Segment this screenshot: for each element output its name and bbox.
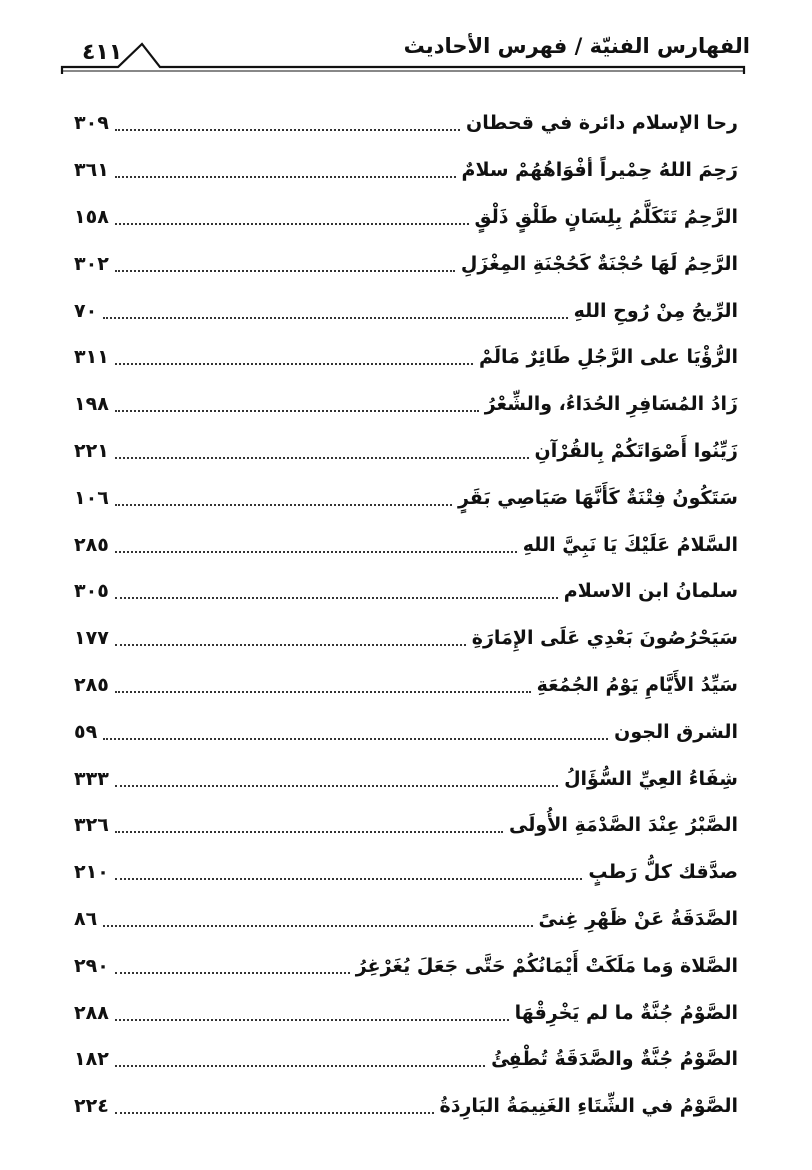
entry-text: رحا الإسلام دائرة في قحطان bbox=[465, 112, 738, 135]
entry-text: زَيِّنُوا أَصْوَاتَكُمْ بِالقُرْآنِ bbox=[534, 439, 738, 462]
entry-page: ٧٠ bbox=[74, 299, 98, 322]
entry-page: ٥٩ bbox=[74, 720, 98, 743]
index-entry bbox=[74, 1083, 738, 1130]
running-header bbox=[0, 0, 812, 80]
entry-page: ١٨٢ bbox=[74, 1048, 109, 1071]
entry-text: الرُّؤْيَا على الرَّجُلِ طَائِرٌ مَالَمْ bbox=[479, 346, 738, 369]
index-entry bbox=[74, 240, 738, 287]
index-entry bbox=[74, 849, 738, 896]
leader-dots bbox=[115, 1065, 485, 1067]
index-entry bbox=[74, 708, 738, 755]
entry-page: ٢٨٥ bbox=[74, 673, 109, 696]
leader-dots bbox=[115, 270, 455, 272]
index-entry bbox=[74, 1036, 738, 1083]
entry-page: ٢٩٠ bbox=[74, 954, 109, 977]
entry-page: ٣٠٩ bbox=[74, 112, 109, 135]
index-entry bbox=[74, 521, 738, 568]
entry-text: الصَّلاة وَما مَلَكَتْ أَيْمَانُكُمْ حَتَّى جَعَلَ يُغَرْغِرُ bbox=[355, 954, 738, 977]
entry-page: ٣٢٦ bbox=[74, 814, 109, 837]
entry-page: ١٥٨ bbox=[74, 205, 109, 228]
entry-page: ٢٢٤ bbox=[74, 1095, 109, 1118]
index-entry bbox=[74, 474, 738, 521]
entry-page: ٢٨٨ bbox=[74, 1001, 109, 1024]
leader-dots bbox=[103, 925, 532, 927]
entry-text: سَيَحْرُصُونَ بَعْدِي عَلَى الإِمَارَةِ bbox=[471, 627, 738, 650]
leader-dots bbox=[115, 176, 456, 178]
entry-text: رَحِمَ اللهُ حِمْيراً أفْوَاهُهُمْ سلامٌ bbox=[461, 159, 738, 182]
entry-text: زَادُ المُسَافِرِ الحُدَاءُ، والشِّعْرُ bbox=[484, 393, 738, 416]
index-entry bbox=[74, 662, 738, 709]
entry-text: الرَّحِمُ لَهَا حُجْنَةٌ كَحُجْنَةِ المِغْزَلِ bbox=[460, 252, 738, 275]
entry-page: ١٧٧ bbox=[74, 627, 109, 650]
entry-page: ٢١٠ bbox=[74, 861, 109, 884]
page-number: ٤١١ bbox=[82, 40, 123, 65]
entry-text: الرِّيحُ مِنْ رُوحِ اللهِ bbox=[573, 299, 738, 322]
index-entry bbox=[74, 381, 738, 428]
index-entry bbox=[74, 755, 738, 802]
index-entry bbox=[74, 334, 738, 381]
entry-page: ٣١١ bbox=[74, 346, 109, 369]
entry-text: الصَّوْمُ جُنَّةٌ والصَّدَقَةُ تُطْفِئُ bbox=[491, 1048, 738, 1071]
index-entry bbox=[74, 942, 738, 989]
entry-page: ٢٢١ bbox=[74, 439, 109, 462]
leader-dots bbox=[115, 831, 503, 833]
entry-text: صدَّقك كلُّ رَطبٍ bbox=[588, 861, 738, 884]
hadith-index-list bbox=[74, 100, 738, 1130]
index-entry bbox=[74, 147, 738, 194]
entry-text: الرَّحِمُ تَتَكَلَّمُ بِلِسَانٍ طَلْقٍ ذَلْقٍ bbox=[474, 205, 738, 228]
index-entry bbox=[74, 287, 738, 334]
entry-page: ٣٠٢ bbox=[74, 252, 109, 275]
entry-text: الشرق الجون bbox=[614, 720, 738, 743]
leader-dots bbox=[115, 551, 517, 553]
leader-dots bbox=[115, 223, 469, 225]
leader-dots bbox=[115, 1019, 509, 1021]
entry-text: سَتَكُونُ فِتْنَةٌ كَأَنَّهَا صَيَاصِي بَقَرٍ bbox=[457, 486, 738, 509]
entry-text: الصَّوْمُ جُنَّةٌ ما لم يَخْرِقْهَا bbox=[514, 1001, 738, 1024]
leader-dots bbox=[115, 504, 452, 506]
leader-dots bbox=[103, 738, 608, 740]
leader-dots bbox=[115, 1112, 434, 1114]
entry-text: الصَّبْرُ عِنْدَ الصَّدْمَةِ الأُولَى bbox=[509, 814, 738, 837]
index-entry bbox=[74, 194, 738, 241]
entry-text: الصَّدَقَةُ عَنْ ظَهْرِ غِنىً bbox=[538, 907, 738, 930]
entry-page: ٨٦ bbox=[74, 907, 98, 930]
entry-page: ٢٨٥ bbox=[74, 533, 109, 556]
entry-page: ١٩٨ bbox=[74, 393, 109, 416]
header-title: الفهارس الفنيّة / فهرس الأحاديث bbox=[403, 34, 750, 58]
index-entry bbox=[74, 802, 738, 849]
index-entry bbox=[74, 428, 738, 475]
leader-dots bbox=[115, 363, 473, 365]
entry-text: سَيِّدُ الأَيَّامِ يَوْمُ الجُمُعَةِ bbox=[536, 673, 738, 696]
entry-page: ٣٦١ bbox=[74, 159, 109, 182]
entry-text: السَّلامُ عَلَيْكَ يَا نَبِيَّ اللهِ bbox=[522, 533, 738, 556]
entry-page: ٣٣٣ bbox=[74, 767, 109, 790]
leader-dots bbox=[115, 457, 529, 459]
entry-page: ٣٠٥ bbox=[74, 580, 109, 603]
entry-page: ١٠٦ bbox=[74, 486, 109, 509]
leader-dots bbox=[115, 129, 460, 131]
entry-text: الصَّوْمُ في الشِّتَاءِ الغَنِيمَةُ البَارِدَةُ bbox=[439, 1095, 738, 1118]
leader-dots bbox=[115, 785, 558, 787]
leader-dots bbox=[115, 597, 558, 599]
leader-dots bbox=[115, 878, 583, 880]
leader-dots bbox=[115, 972, 350, 974]
index-entry bbox=[74, 989, 738, 1036]
leader-dots bbox=[103, 317, 567, 319]
entry-text: سلمانُ ابن الاسلام bbox=[563, 580, 738, 603]
index-entry bbox=[74, 100, 738, 147]
index-entry bbox=[74, 896, 738, 943]
index-entry bbox=[74, 568, 738, 615]
leader-dots bbox=[115, 691, 531, 693]
leader-dots bbox=[115, 644, 466, 646]
leader-dots bbox=[115, 410, 479, 412]
entry-text: شِفَاءُ العِيِّ السُّؤَالُ bbox=[564, 767, 738, 790]
index-entry bbox=[74, 615, 738, 662]
